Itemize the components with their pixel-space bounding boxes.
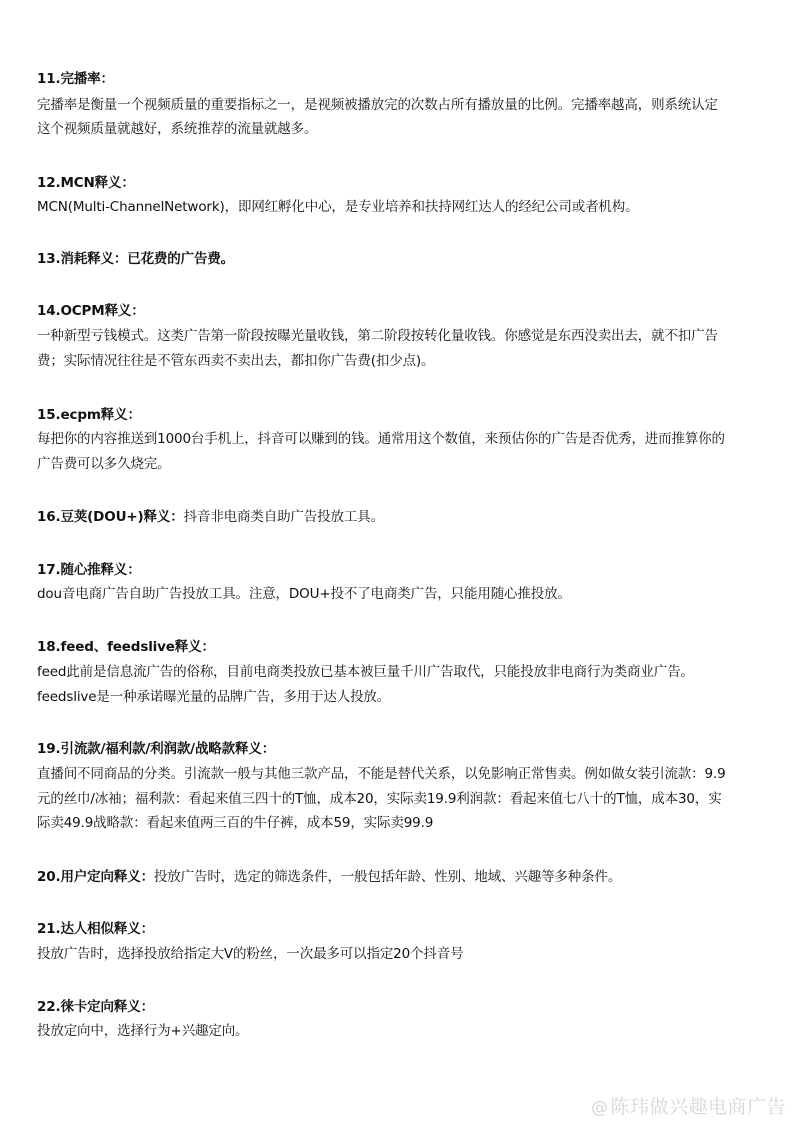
- watermark-text: 陈玮做兴趣电商广告: [610, 1096, 786, 1118]
- entry-15-line-2: 广告费可以多久烧完。: [37, 456, 171, 472]
- entry-19-line-1: 直播间不同商品的分类。引流款一般与其他三款产品，不能是替代关系，以免影响正常售卖。例如做女装引流款：9.9: [37, 766, 726, 782]
- entry-19-line-2: 元的丝巾/冰袖；福利款：看起来值三四十的T恤，成本20，实际卖19.9利润款：看起来值七八十的T恤，成本30，实: [37, 791, 722, 807]
- entry-11-line-1: 完播率是衡量一个视频质量的重要指标之一，是视频被播放完的次数占所有播放量的比例。完播率越高，则系统认定: [37, 97, 718, 113]
- entry-15-title: 15.ecpm释义：: [37, 407, 141, 423]
- entry-12-line-1: MCN(Multi-ChannelNetwork)，即网红孵化中心，是专业培养和扶持网红达人的经纪公司或者机构。: [37, 199, 639, 215]
- entry-11-title: 11.完播率：: [37, 71, 114, 87]
- entry-18-line-2: feedslive是一种承诺曝光量的品牌广告，多用于达人投放。: [37, 689, 391, 705]
- entry-20: [37, 864, 621, 890]
- entry-18-title: 18.feed、feedslive释义：: [37, 639, 215, 655]
- entry-21-title: 21.达人相似释义：: [37, 921, 154, 937]
- entry-14-line-1: 一种新型亏钱模式。这类广告第一阶段按曝光量收钱，第二阶段按转化量收钱。你感觉是东西没卖出去，就不扣广告: [37, 328, 718, 344]
- entry-17-line-1: dou音电商广告自助广告投放工具。注意，DOU+投不了电商类广告，只能用随心推投放。: [37, 586, 571, 602]
- entry-17-title: 17.随心推释义：: [37, 562, 141, 578]
- entry-15-line-1: 每把你的内容推送到1000台手机上，抖音可以赚到的钱。通常用这个数值，来预估你的广告是否优秀，进而推算你的: [37, 431, 725, 447]
- watermark-at-icon: @: [590, 1098, 609, 1118]
- entry-12-title: 12.MCN释义：: [37, 175, 135, 191]
- entry-16-definition: 抖音非电商类自助广告投放工具。: [183, 509, 384, 525]
- entry-22-line-1: 投放定向中，选择行为+兴趣定向。: [37, 1023, 249, 1039]
- entry-11-line-2: 这个视频质量就越好，系统推荐的流量就越多。: [37, 121, 318, 137]
- entry-13-title: 13.消耗释义：已花费的广告费。: [37, 251, 235, 267]
- entry-19-line-3: 际卖49.9战略款：看起来值两三百的牛仔裤，成本59，实际卖99.9: [37, 815, 434, 831]
- entry-20-title: 20.用户定向释义：: [37, 869, 154, 885]
- entry-14-line-2: 费；实际情况往往是不管东西卖不卖出去，都扣你广告费(扣少点)。: [37, 353, 435, 369]
- entry-20-definition: 投放广告时，选定的筛选条件，一般包括年龄、性别、地域、兴趣等多种条件。: [153, 869, 622, 885]
- watermark: [591, 1092, 786, 1119]
- entry-16-title: 16.豆荚(DOU+)释义：: [37, 509, 184, 525]
- entry-22-title: 22.徕卡定向释义：: [37, 999, 154, 1015]
- entry-18-line-1: feed此前是信息流广告的俗称，目前电商类投放已基本被巨量千川广告取代，只能投放非电商行为类商业广告。: [37, 664, 694, 680]
- entry-16: [37, 504, 384, 530]
- entry-19-title: 19.引流款/福利款/利润款/战略款释义：: [37, 741, 276, 757]
- entry-21-line-1: 投放广告时，选择投放给指定大V的粉丝，一次最多可以指定20个抖音号: [37, 946, 464, 962]
- entry-14-title: 14.OCPM释义：: [37, 303, 145, 319]
